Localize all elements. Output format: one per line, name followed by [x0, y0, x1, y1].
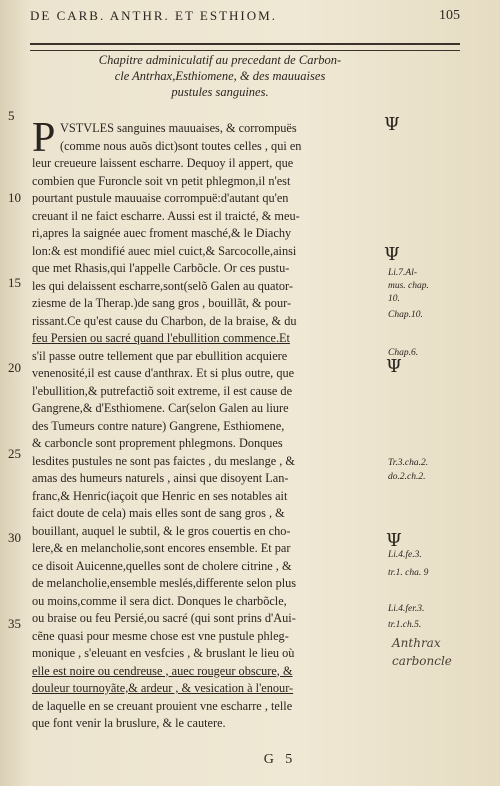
text-line: amas des humeurs naturels , ainsi que disoyent Lan-: [32, 471, 289, 485]
marginal-mark-icon: Ψ: [384, 114, 400, 135]
header-rule: [30, 43, 460, 51]
text-line: ou braise ou feu Persié,ou sacré (qui sont prins d'Aui-: [32, 611, 296, 625]
chapter-title-line: pustules sanguines.: [171, 85, 269, 99]
text-line: de melancholie,ensemble meslés,differente selon plus: [32, 576, 297, 590]
text-line: cẽne quasi pour mesme chose est vne pustule phleg-: [32, 628, 289, 643]
chapter-title-line: cle Antrhax,Esthiomene, & des mauuaises: [114, 69, 326, 83]
text-line: & carboncle sont proprement phlegmons. Donques: [32, 436, 283, 450]
text-line: de laquelle en se creuant prouient vne escharre , telle: [32, 698, 293, 713]
running-title: DE CARB. ANTHR. ET ESTHIOM.: [30, 8, 277, 23]
margin-note: Li.7.Al-: [388, 268, 418, 278]
margin-note: mus. chap.: [388, 281, 429, 291]
text-line: ou moins,comme il sera dict. Donques le charbõcle,: [32, 593, 287, 608]
text-line: douleur tournoyãte,& ardeur , & vesication à l'enour-: [32, 681, 294, 695]
margin-note: 10.: [388, 294, 400, 304]
text-line: que font venir la bruslure, & le cautere.: [32, 716, 226, 730]
signature-mark: G 5: [263, 752, 297, 767]
running-header: [30, 8, 460, 28]
text-line: venenosité,il est cause d'anthrax. Et si plus outre, que: [32, 366, 295, 380]
text-line: (comme nous auõs dict)sont toutes celles , qui en: [60, 138, 302, 153]
marginal-mark-icon: Ψ: [386, 530, 402, 551]
marginal-mark-icon: Ψ: [384, 244, 400, 265]
margin-note: Tr.3.cha.2.: [388, 458, 429, 468]
text-line: creuant il ne faict escharre. Aussi est il traicté, & meu-: [32, 208, 300, 223]
line-number: 30: [8, 530, 21, 545]
text-line: ri,apres la saignée auec froment masché,& le Diachy: [32, 226, 292, 240]
text-line: combien que Furoncle soit vn petit phlegmon,il n'est: [32, 173, 291, 188]
text-line: franc,& Henric(iaçoit que Henric en ses notables ait: [32, 488, 288, 503]
text-line: que met Rhasis,qui l'appelle Carbõcle. Or ces pustu-: [32, 261, 290, 275]
margin-note: Li.4.fe.3.: [388, 550, 422, 560]
text-line: feu Persien ou sacré quand l'ebullition commence.Et: [32, 331, 290, 345]
marginal-mark-icon: Ψ: [386, 356, 402, 377]
text-line: ce disoit Auicenne,quelles sont de cholere citrine , &: [32, 558, 292, 573]
line-number: 20: [8, 360, 21, 375]
text-line: leur creueure laissent escharre. Dequoy il appert, que: [32, 156, 294, 170]
margin-note: Chap.6.: [388, 348, 419, 358]
text-line: monique , s'eleuant en vesfcies , & bruslant le lieu où: [32, 646, 295, 660]
page-number: 105: [439, 8, 460, 23]
text-line: s'il passe outre tellement que par ebullition acquiere: [32, 348, 288, 363]
text-line: elle est noire ou cendreuse , auec rougeur obscure, &: [32, 663, 293, 678]
handwritten-note: carboncle: [392, 654, 452, 668]
text-line: l'ebullition,& putrefactiõ soit extreme, il est cause de: [32, 383, 293, 398]
line-number: 15: [8, 275, 21, 290]
text-line: rissant.Ce qu'est cause du Charbon, de la braise, & du: [32, 313, 297, 328]
text-line: lere,& en melancholie,sont encores ensemble. Et par: [32, 541, 291, 555]
text-line: lon:& est mondifié auec miel cuict,& Sarcocolle,ainsi: [32, 243, 297, 258]
line-number: 5: [8, 108, 15, 123]
text-line: VSTVLES sanguines mauuaises, & corrompuës: [60, 121, 297, 135]
text-line: pourtant pustule mauuaise corrompuë:d'autant qu'en: [32, 191, 289, 205]
margin-note: tr.1. cha. 9: [388, 568, 429, 578]
margin-note: do.2.ch.2.: [388, 472, 426, 482]
text-line: faict doute de cela) mais elles sont de sang gros , &: [32, 506, 285, 520]
text-line: des Tumeurs contre nature) Gangrene, Esthiomene,: [32, 418, 285, 433]
chapter-title-line: Chapitre adminiculatif au precedant de Carbon-: [98, 53, 342, 67]
handwritten-note: Anthrax: [392, 636, 441, 650]
margin-note: Chap.10.: [388, 310, 423, 320]
text-line: Gangrene,& d'Esthiomene. Car(selon Galen au liure: [32, 401, 289, 415]
line-number: 35: [8, 616, 21, 631]
margin-note: Li.4.fer.3.: [388, 604, 425, 614]
margin-note: tr.1.ch.5.: [388, 620, 422, 630]
line-number: 10: [8, 190, 21, 205]
body-text: [32, 115, 384, 733]
line-number: 25: [8, 446, 21, 461]
drop-cap: P: [32, 115, 56, 161]
text-line: bouillant, auquel le subtil, & le gros couertis en cho-: [32, 523, 291, 538]
text-line: lesdites pustules ne sont pas faictes , du meslange , &: [32, 453, 295, 468]
text-line: ziesme de la Therap.)de sang gros , bouillãt, & pour-: [32, 296, 292, 310]
chapter-title: [62, 52, 378, 100]
text-line: les qui delaissent escharre,sont(selõ Galen au quator-: [32, 278, 293, 293]
